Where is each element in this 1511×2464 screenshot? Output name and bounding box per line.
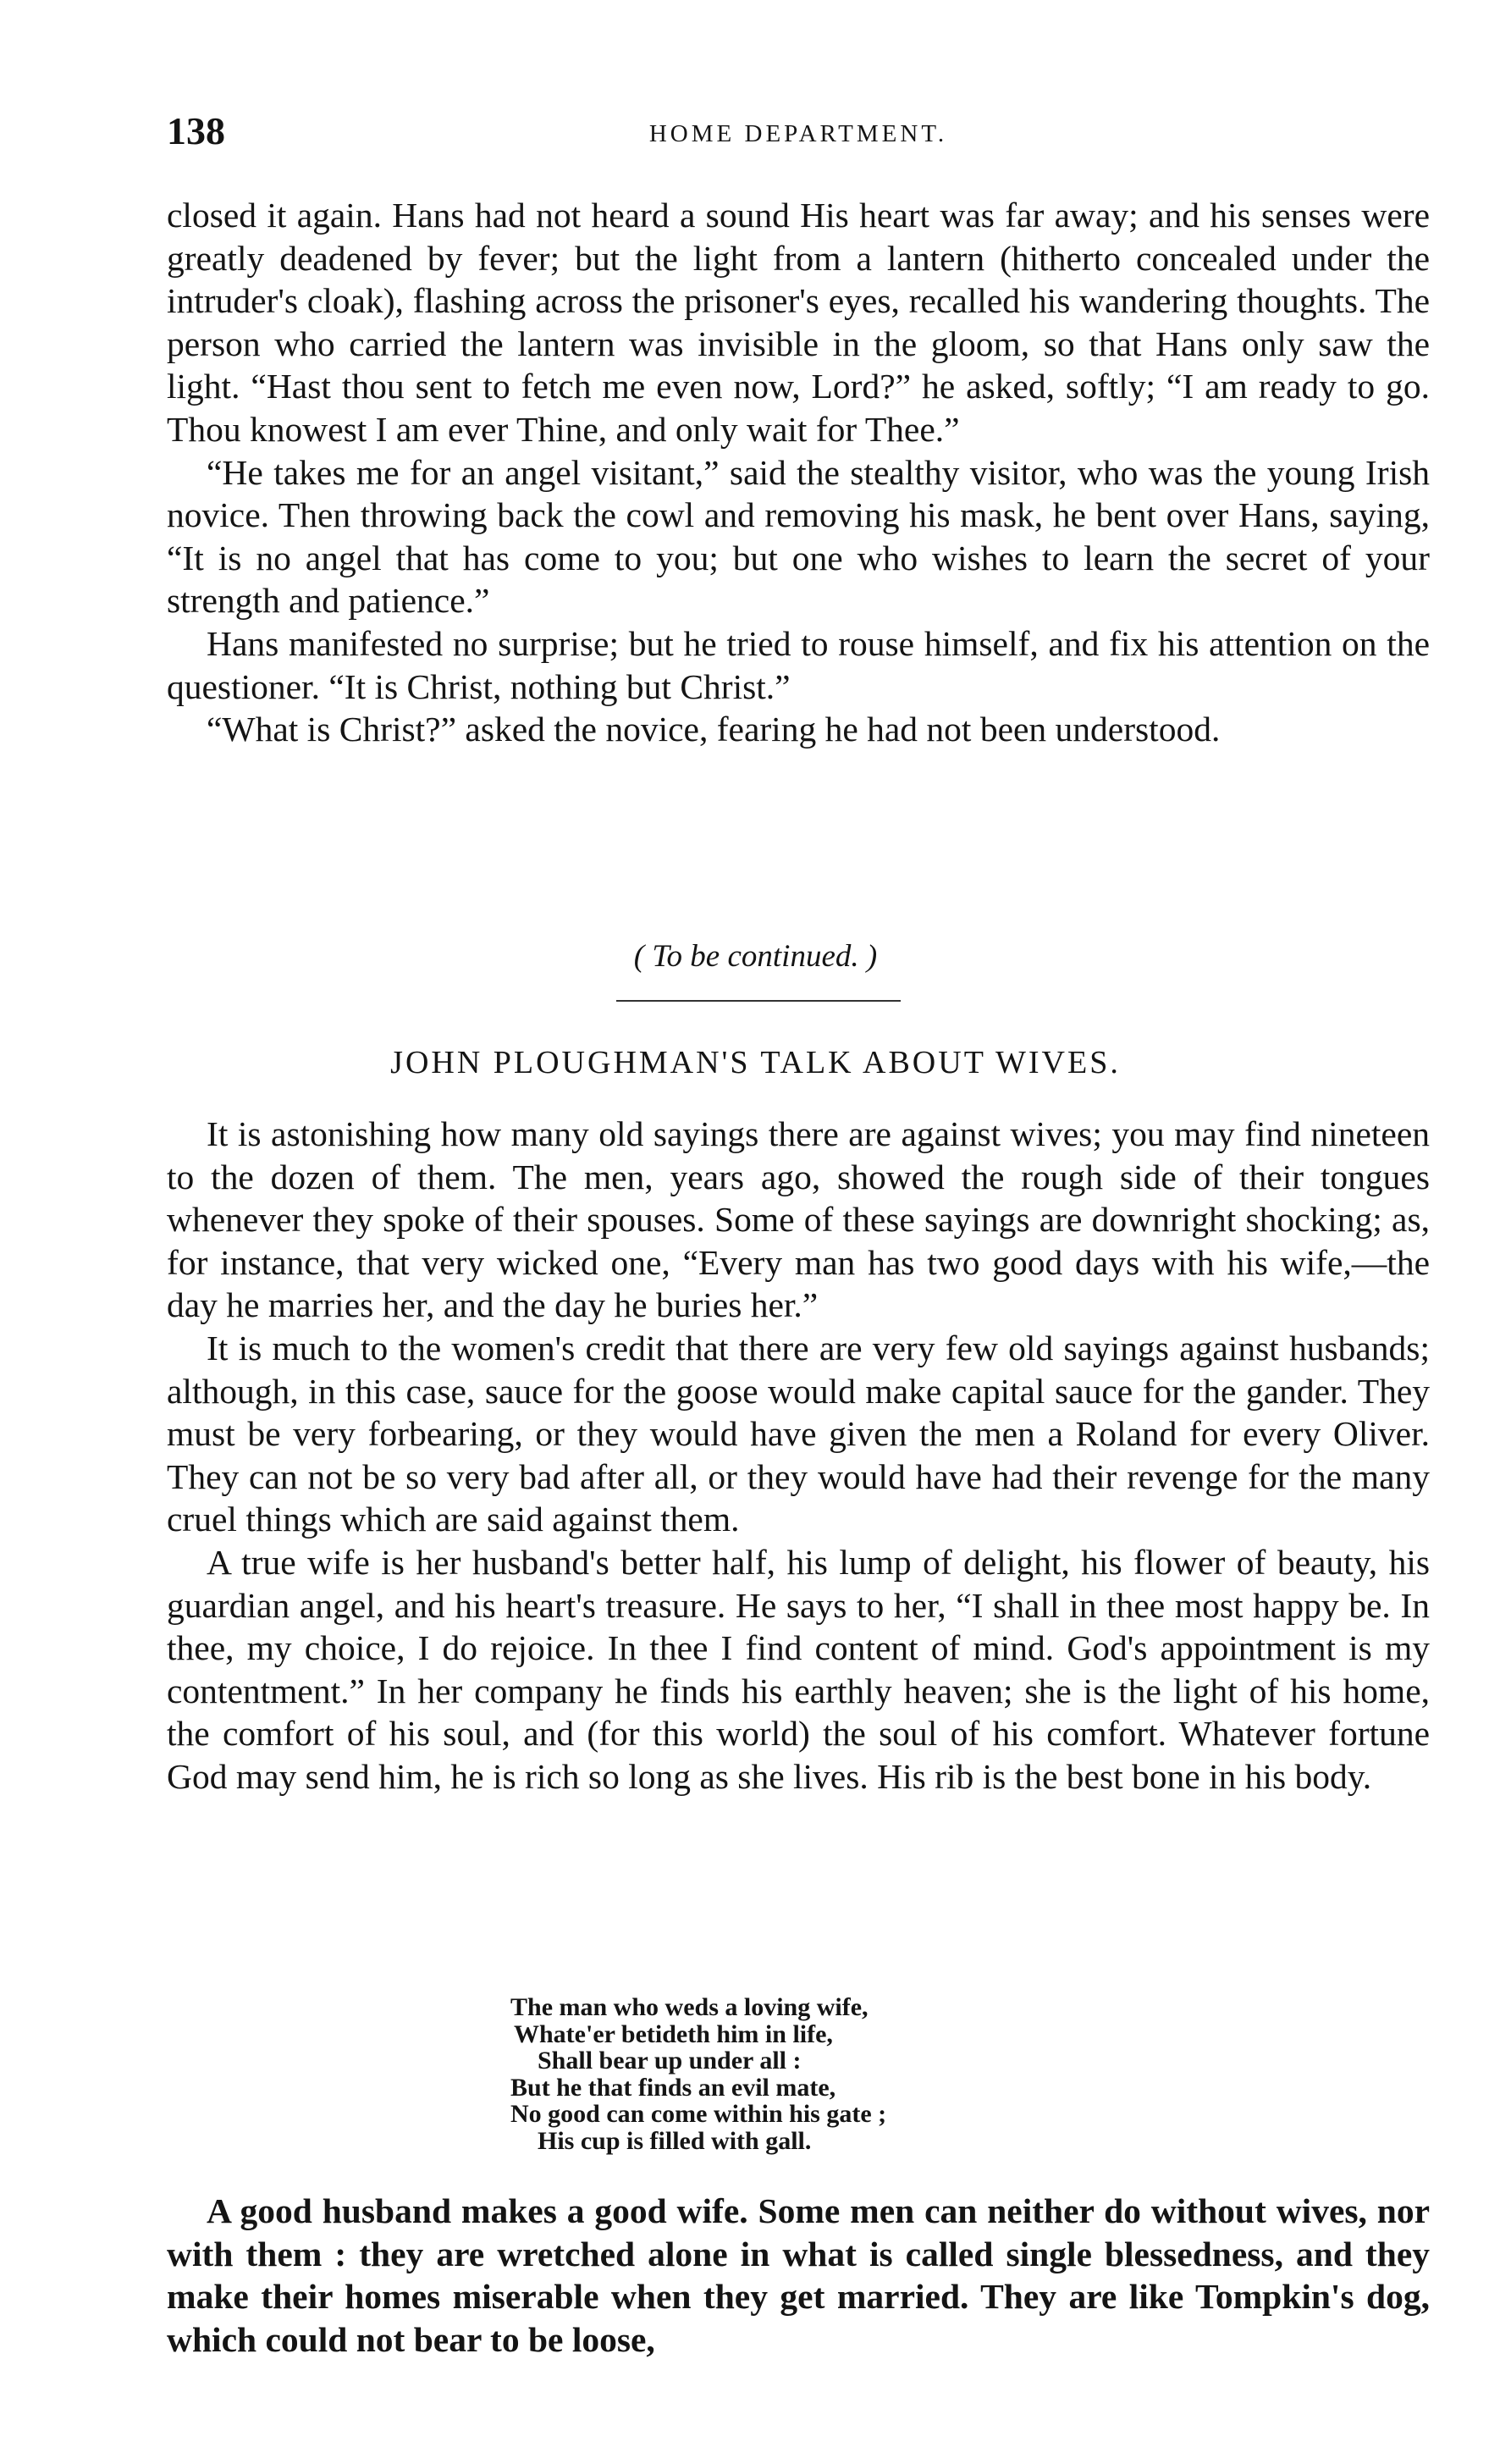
article-title: JOHN PLOUGHMAN'S TALK ABOUT WIVES. [390,1045,1121,1080]
section-divider [616,1000,901,1002]
verse-line: Whate'er betideth him in life, [514,2019,833,2048]
article-paragraph: A good husband makes a good wife. Some men can neither do without wives, nor with them : they are wretched alone in what is called single blessedness, and they make their homes miserable when they get married. They are like Tompkin's dog, which could not bear to be loose, [167,2191,1430,2359]
article-paragraph: A true wife is her husband's better half, his lump of delight, his flower of beauty, his guardian angel, and his heart's treasure. He says to her, “I shall in thee most happy be. In thee, my choice, I do rejoice. In thee I find content of mind. God's appointment is my contentment.” In her company he finds his earthly heaven; she is the light of his home, the comfort of his soul, and (for this world) the soul of his comfort. Whatever fortune God may send him, he is rich so long as she lives. His rib is the best bone in his body. [167,1542,1430,1796]
page-header [167,108,1430,159]
article-closing-text [167,2190,1430,2361]
page-number: 138 [167,109,225,152]
to-be-continued-note: ( To be continued. ) [633,939,878,974]
story-text [167,194,1430,751]
article-text [167,1113,1430,1798]
verse-line: No good can come within his gate ; [510,2100,887,2128]
verse-line: But he that finds an evil mate, [510,2073,836,2102]
story-paragraph: “What is Christ?” asked the novice, fearing he had not been understood. [207,710,1221,749]
verse-line: His cup is filled with gall. [538,2126,812,2155]
verse-block [510,1994,1103,2154]
running-head: HOME DEPARTMENT. [648,120,948,147]
article-paragraph: It is much to the women's credit that there are very few old sayings against husbands; although, in this case, sauce for the goose would make capital sauce for the gander. They must be very forbearing, or they would have given the men a Roland for every Oliver. They can not be so very bad after all, or they would have had their revenge for the many cruel things which are said against them. [167,1328,1430,1539]
verse-line: Shall bear up under all : [538,2047,802,2075]
story-paragraph: “He takes me for an angel visitant,” said the stealthy visitor, who was the young Irish novice. Then throwing back the cowl and removing his mask, he bent over Hans, saying, “It is no angel that has come to you; but one who wishes to learn the secret of your strength and patience.” [167,452,1430,621]
story-paragraph: closed it again. Hans had not heard a sound His heart was far away; and his senses were greatly deadened by fever; but the light from a lantern (hitherto concealed under the intruder's cloak), flashing across the prisoner's eyes, recalled his wandering thoughts. The person who carried the lantern was invisible in the gloom, so that Hans only saw the light. “Hast thou sent to fetch me even now, Lord?” he asked, softly; “I am ready to go. Thou knowest I am ever Thine, and only wait for Thee.” [167,196,1430,449]
story-paragraph: Hans manifested no surprise; but he tried to rouse himself, and fix his attention on the questioner. “It is Christ, nothing but Christ.” [167,623,1430,706]
verse-line: The man who weds a loving wife, [510,1993,869,2021]
article-paragraph: It is astonishing how many old sayings there are against wives; you may find nineteen to the dozen of them. The men, years ago, showed the rough side of their tongues whenever they spoke of their spouses. Some of these sayings are downright shocking; as, for instance, that very wicked one, “Every man has two good days with his wife,—the day he marries her, and the day he buries her.” [167,1114,1430,1325]
